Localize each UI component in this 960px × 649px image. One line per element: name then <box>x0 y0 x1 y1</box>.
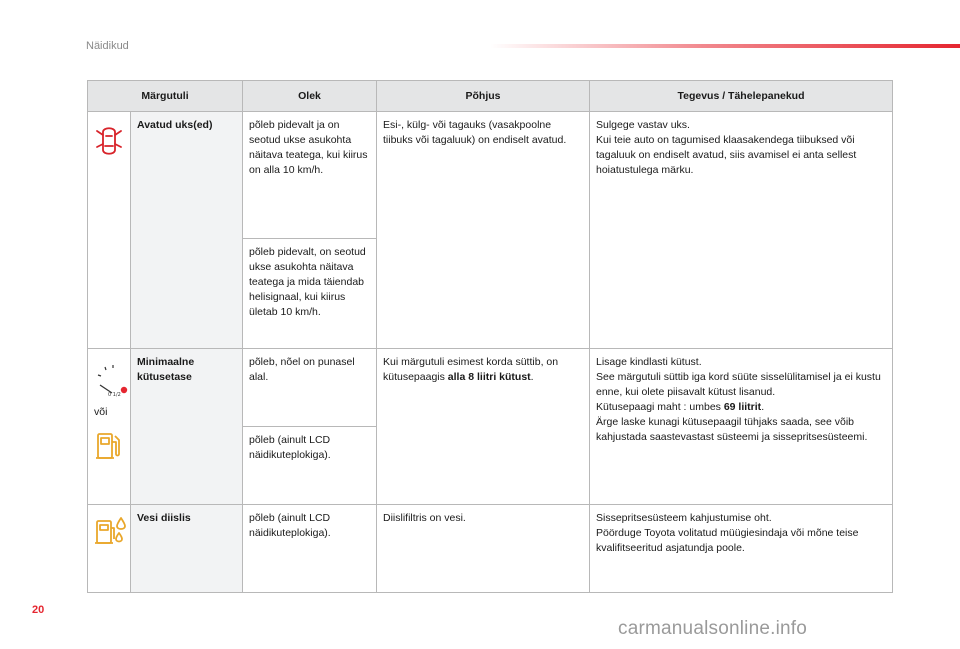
table-header-row <box>88 81 893 112</box>
table-row-water <box>88 505 893 593</box>
cause-door: Esi-, külg- või tagauks (vasakpoolne tiibuks või tagaluuk) on endiselt avatud. <box>377 112 590 349</box>
door-open-icon <box>94 122 124 162</box>
page-number: 20 <box>32 604 45 616</box>
water-icon-cell <box>88 505 131 593</box>
col-header-state: Olek <box>243 81 377 112</box>
cause-fuel-highlight: alla 8 liitri kütust <box>447 371 531 383</box>
or-text: või <box>94 406 108 418</box>
action-fuel-end: . Ärge laske kunagi kütusepaagil tühjaks saada, see võib kahjustada saastevastast süsteemi ja sissepritsesüsteemi. <box>596 401 868 443</box>
action-door: Sulgege vastav uks. Kui teie auto on tagumised klaasakendega tiibuksed või tagaluuk on endiselt avatud, siis avamisel ei anta sellest hoiatustulega märku. <box>590 112 893 349</box>
col-header-cause: Põhjus <box>377 81 590 112</box>
action-fuel-highlight: 69 liitrit <box>723 401 762 413</box>
section-title: Näidikud <box>86 40 129 52</box>
state-door-1: põleb pidevalt ja on seotud ukse asukohta näitava teatega, kui kiirus on alla 10 km/h. <box>243 112 377 239</box>
col-header-indicator: Märgutuli <box>88 81 243 112</box>
state-fuel-2: põleb (ainult LCD näidikuteplokiga). <box>243 427 377 505</box>
state-water: põleb (ainult LCD näidikuteplokiga). <box>243 505 377 593</box>
indicator-name-door: Avatud uks(ed) <box>131 112 243 349</box>
state-fuel-1: põleb, nõel on punasel alal. <box>243 349 377 427</box>
cause-water: Diislifiltris on vesi. <box>377 505 590 593</box>
action-fuel-text: Lisage kindlasti kütust. See märgutuli süttib iga kord süüte sisselülitamisel ja ei kustu enne, kui olete piisavalt kütust lisanud. Kütusepaagi maht : umbes <box>596 356 881 413</box>
table-row-door <box>88 112 893 239</box>
watermark: carmanualsonline.info <box>618 618 808 639</box>
door-icon-cell <box>88 112 131 349</box>
fuel-icon-cell <box>88 349 131 505</box>
svg-text:0 1/2: 0 1/2 <box>108 392 121 398</box>
header-accent-bar <box>490 44 960 48</box>
water-in-diesel-icon <box>94 515 130 549</box>
fuel-pump-icon <box>94 428 124 464</box>
table-row-fuel <box>88 349 893 427</box>
action-water: Sissepritsesüsteem kahjustumise oht. Pöörduge Toyota volitatud müügiesindaja või mõne teise kvalifitseeritud asjatundja poole. <box>590 505 893 593</box>
fuel-gauge-icon <box>94 359 134 399</box>
cause-fuel <box>377 349 590 505</box>
indicator-name-water: Vesi diislis <box>131 505 243 593</box>
cause-fuel-text: Kui märgutuli esimest korda süttib, on kütusepaagis <box>383 356 559 383</box>
action-fuel <box>590 349 893 505</box>
cause-fuel-end: . <box>530 371 534 383</box>
state-door-2: põleb pidevalt, on seotud ukse asukohta näitava teatega ja mida täiendab helisignaal, kui kiirus ületab 10 km/h. <box>243 239 377 349</box>
indicator-name-fuel: Minimaalne kütusetase <box>131 349 243 505</box>
col-header-action: Tegevus / Tähelepanekud <box>590 81 893 112</box>
warning-lights-table <box>87 80 893 593</box>
